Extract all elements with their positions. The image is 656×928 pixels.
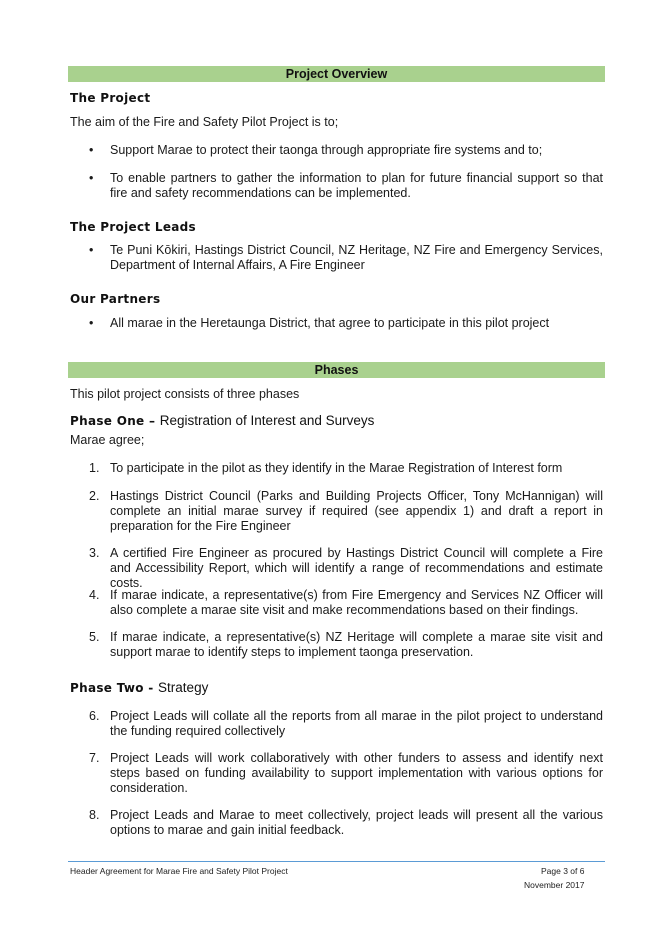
phase-item-7: Project Leads will work collaboratively with other funders to assess and identify next steps based on funding availability to support implementation with various options for consideration. <box>110 751 603 795</box>
item-number: 5. <box>89 630 100 644</box>
phase-item-4: If marae indicate, a representative(s) from Fire Emergency and Services NZ Officer will also complete a marae site visit and make recommendations based on their findings. <box>110 588 603 617</box>
partners-bullet-1: All marae in the Heretaunga District, that agree to participate in this pilot project <box>110 316 550 330</box>
phase-two-label: Phase Two - <box>70 681 154 695</box>
leads-bullet-1: Te Puni Kōkiri, Hastings District Council, NZ Heritage, NZ Fire and Emergency Services, Department of Internal Affairs, A Fire Engineer <box>110 243 603 272</box>
heading-phase-two <box>70 680 208 695</box>
project-bullet-1: Support Marae to protect their taonga through appropriate fire systems and to; <box>110 143 543 157</box>
phase-two-title: Strategy <box>158 680 209 695</box>
item-number: 8. <box>89 808 100 822</box>
project-bullet-2: To enable partners to gather the information to plan for future financial support so that fire and safety recommendations can be implemented. <box>110 171 603 200</box>
heading-our-partners: Our Partners <box>70 292 161 306</box>
item-number: 4. <box>89 588 100 602</box>
bullet-icon: • <box>89 243 94 257</box>
section-bar-project-overview: Project Overview <box>68 66 605 82</box>
project-intro: The aim of the Fire and Safety Pilot Project is to; <box>70 115 339 129</box>
bullet-icon: • <box>89 316 94 330</box>
bullet-icon: • <box>89 143 94 157</box>
heading-phase-one <box>70 413 374 428</box>
item-number: 2. <box>89 489 100 503</box>
phase-item-8: Project Leads and Marae to meet collectively, project leads will present all the various options to marae and gain initial feedback. <box>110 808 603 837</box>
phase-item-6: Project Leads will collate all the reports from all marae in the pilot project to understand the funding required collectively <box>110 709 603 738</box>
footer-page-number: Page 3 of 6 <box>541 866 585 876</box>
item-number: 6. <box>89 709 100 723</box>
item-number: 7. <box>89 751 100 765</box>
phase-item-1: To participate in the pilot as they identify in the Marae Registration of Interest form <box>110 461 563 475</box>
phase-one-title: Registration of Interest and Surveys <box>159 413 375 428</box>
phase-item-5: If marae indicate, a representative(s) NZ Heritage will complete a marae site visit and support marae to identify steps to implement taonga preservation. <box>110 630 603 659</box>
phase-one-label: Phase One – <box>70 414 156 428</box>
phase-item-2: Hastings District Council (Parks and Building Projects Officer, Tony McHannigan) will complete an initial marae survey if required (see appendix 1) and draft a report in preparation for the Fire Engineer <box>110 489 603 533</box>
footer-date: November 2017 <box>524 880 585 890</box>
item-number: 1. <box>89 461 100 475</box>
item-number: 3. <box>89 546 100 560</box>
heading-project-leads: The Project Leads <box>70 220 196 234</box>
phases-intro: This pilot project consists of three phases <box>70 387 300 401</box>
footer-rule <box>68 861 605 862</box>
phase-one-intro: Marae agree; <box>70 433 145 447</box>
footer-doc-title: Header Agreement for Marae Fire and Safety Pilot Project <box>70 866 288 876</box>
heading-the-project: The Project <box>70 91 151 105</box>
section-bar-phases: Phases <box>68 362 605 378</box>
bullet-icon: • <box>89 171 94 185</box>
phase-item-3: A certified Fire Engineer as procured by Hastings District Council will complete a Fire and Accessibility Report, which will identify a range of recommendations and estimate costs. <box>110 546 603 590</box>
